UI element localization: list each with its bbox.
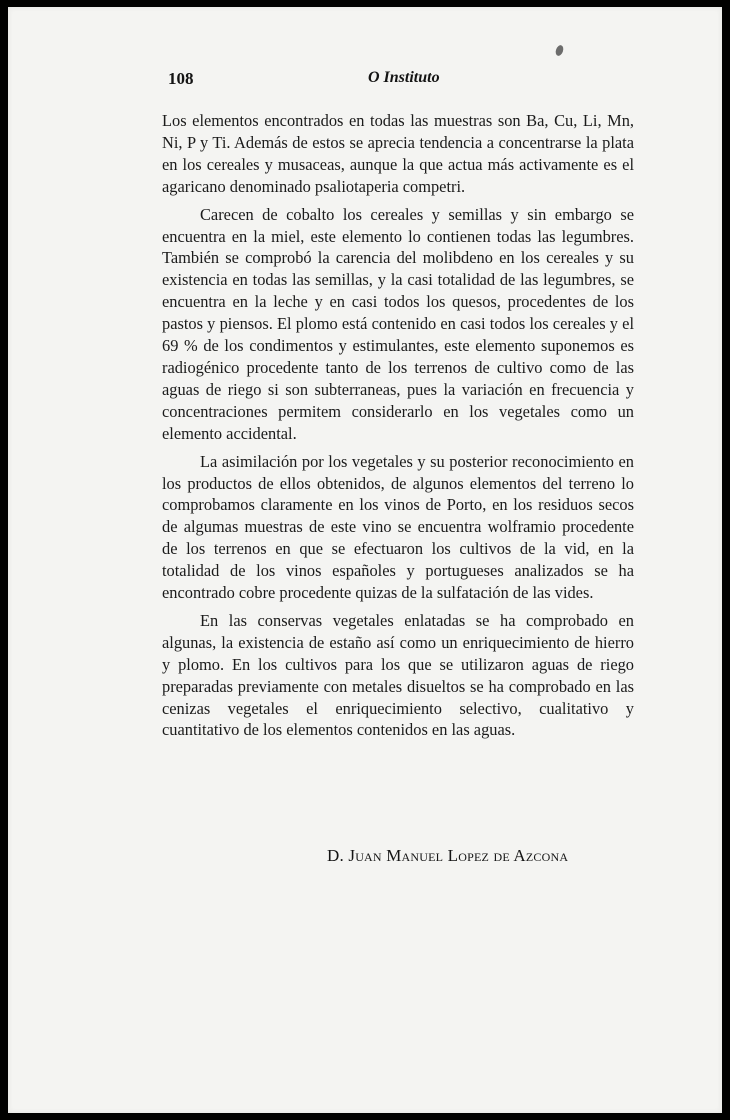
author-signature: D. Juan Manuel Lopez de Azcona [327,846,569,865]
page-number: 108 [168,69,194,88]
paragraph-2: Carecen de cobalto los cereales y semillas y sin embargo se encuentra en la miel, este elemento lo contienen todas las legumbres. También se comprobó la carencia del molibdeno en los cereales y su existencia en todas las semillas, y la casi totalidad de las legumbres, se encuentra en la leche y en casi todos los quesos, procedentes de los pastos y piensos. El plomo está contenido en casi todos los cereales y el 69 % de los condimentos y estimulantes, este elemento suponemos es radiogénico procedente tanto de los terrenos de cultivo como de las aguas de riego si son subterraneas, pues la variación en frecuencia y concentraciones permitem considerarlo en los vegetales como un elemento accidental. [162,204,634,443]
paragraph-4: En las conservas vegetales enlatadas se ha comprobado en algunas, la existencia de estaño así como un enriquecimiento de hierro y plomo. En los cultivos para los que se utilizaron aguas de riego preparadas previamente con metales disueltos se ha comprobado en las cenizas vegetales el enriquecimiento selectivo, cualitativo y cuantitativo de los elementos contenidos en las aguas. [162,610,634,740]
article-body [162,110,634,747]
page-header [168,69,638,93]
ink-spot [554,44,564,57]
paragraph-1: Los elementos encontrados en todas las muestras son Ba, Cu, Li, Mn, Ni, P y Ti. Además de estos se aprecia tendencia a concentrarse la plata en los cereales y musaceas, aunque la que actua más activamente es el agaricano denominado psaliotaperia competri. [162,111,634,196]
paragraph-3: La asimilación por los vegetales y su posterior reconocimiento en los productos de ellos obtenidos, de algunos elementos del terreno lo comprobamos claramente en los vinos de Porto, en los residuos secos de algumas muestras de este vino se encuentra wolframio procedente de los terrenos en que se efectuaron los cultivos de la vid, en la totalidad de los vinos españoles y portugueses analizados se ha encontrado cobre procedente quizas de la sulfatación de las vides. [162,451,634,603]
running-title: O Instituto [368,69,440,86]
